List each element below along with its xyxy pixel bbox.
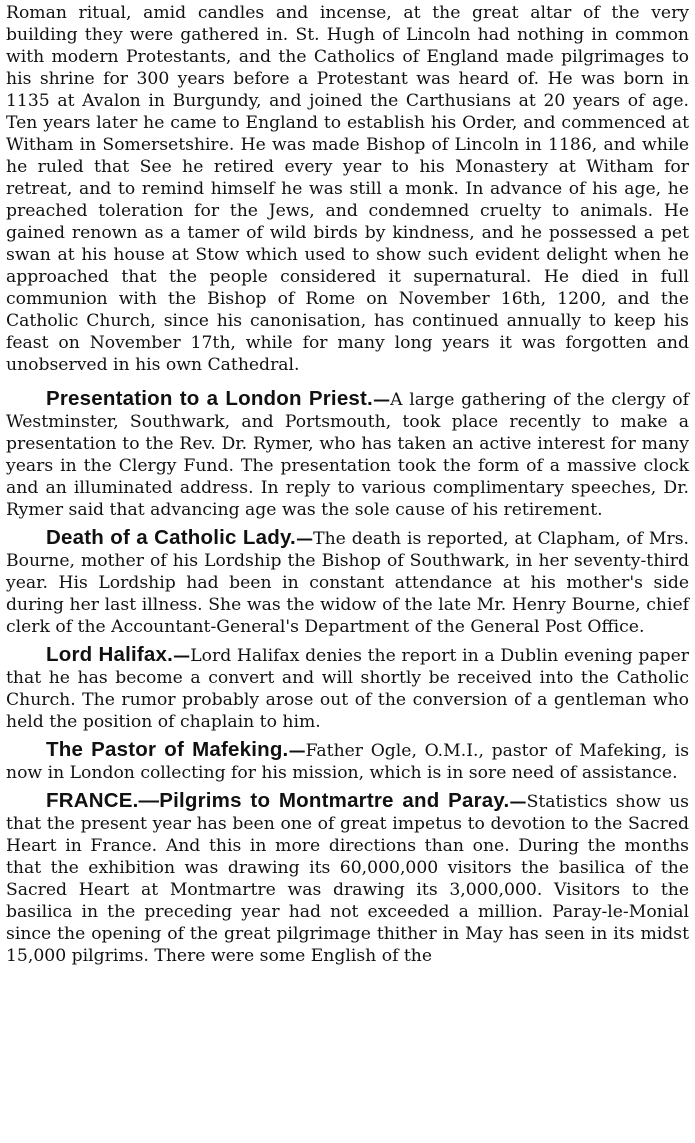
heading-dash: — (295, 529, 314, 549)
article-body: Statistics show us that the present year has been one of great impetus to devotion to the Sacred Heart in France. And this in more directions than one. During the months that the exhibition was drawing its 60,000,000 visitors the basilica of the Sacred Heart at Montmartre was drawing its 3,000,000. Visitors to the basilica in the preceding year had not exceeded a million. Paray-le-Monial since the opening of the great pilgrimage thither in May has seen in its midst 15,000 pilgrims. There were some English of the (6, 792, 689, 966)
article-death-catholic-lady (6, 527, 689, 638)
article-body: Lord Halifax denies the report in a Dublin evening paper that he has become a convert and will shortly be received into the Catholic Church. The rumor probably arose out of the conversion of a gentleman who held the position of chaplain to him. (6, 646, 690, 732)
article-body: The death is reported, at Clapham, of Mrs. Bourne, mother of his Lordship the Bishop of Southwark, in her seventy-third year. His Lordship had been in constant attendance at his mother's side during her last illness. She was the widow of the late Mr. Henry Bourne, chief clerk of the Accountant-General's Department of the General Post Office. (6, 529, 689, 637)
article-pastor-mafeking (6, 739, 689, 784)
heading-dash: — (173, 646, 191, 666)
article-body: Father Ogle, O.M.I., pastor of Mafeking, is now in London collecting for his mission, which is in sore need of assistance. (6, 741, 690, 783)
article-heading: The Pastor of Mafeking. (46, 738, 289, 761)
article-body: A large gathering of the clergy of Westminster, Southwark, and Portsmouth, took place recently to make a presentation to the Rev. Dr. Rymer, who has taken an active interest for many years in the Clergy Fund. The presentation took the form of a massive clock and an illuminated address. In reply to various complimentary speeches, Dr. Rymer said that advancing age was the sole cause of his retirement. (6, 390, 689, 520)
heading-dash: — (372, 390, 391, 410)
article-lord-halifax (6, 644, 689, 733)
heading-dash: — (509, 792, 527, 812)
article-heading: FRANCE.—Pilgrims to Montmartre and Paray. (46, 789, 510, 812)
article-presentation-london-priest (6, 388, 689, 521)
heading-dash: — (288, 741, 306, 761)
article-heading: Lord Halifax. (46, 643, 174, 666)
article-france-pilgrims (6, 790, 689, 967)
intro-paragraph: Roman ritual, amid candles and incense, at the great altar of the very building they were gathered in. St. Hugh of Lincoln had nothing in common with modern Protestants, and the Catholics of England made pilgrimages to his shrine for 300 years before a Protestant was heard of. He was born in 1135 at Avalon in Burgundy, and joined the Carthusians at 20 years of age. Ten years later he came to England to establish his Order, and commenced at Witham in Somersetshire. He was made Bishop of Lincoln in 1186, and while he ruled that See he retired every year to his Monastery at Witham for retreat, and to remind himself he was still a monk. In advance of his age, he preached toleration for the Jews, and condemned cruelty to animals. He gained renown as a tamer of wild birds by kindness, and he possessed a pet swan at his house at Stow which used to show such evident delight when he approached that the people considered it supernatural. He died in full communion with the Bishop of Rome on November 16th, 1200, and the Catholic Church, since his canonisation, has continued annually to keep his feast on November 17th, while for many long years it was forgotten and unobserved in his own Cathedral. (6, 3, 689, 375)
article-heading: Death of a Catholic Lady. (46, 526, 296, 549)
article-heading: Presentation to a London Priest. (46, 387, 373, 410)
